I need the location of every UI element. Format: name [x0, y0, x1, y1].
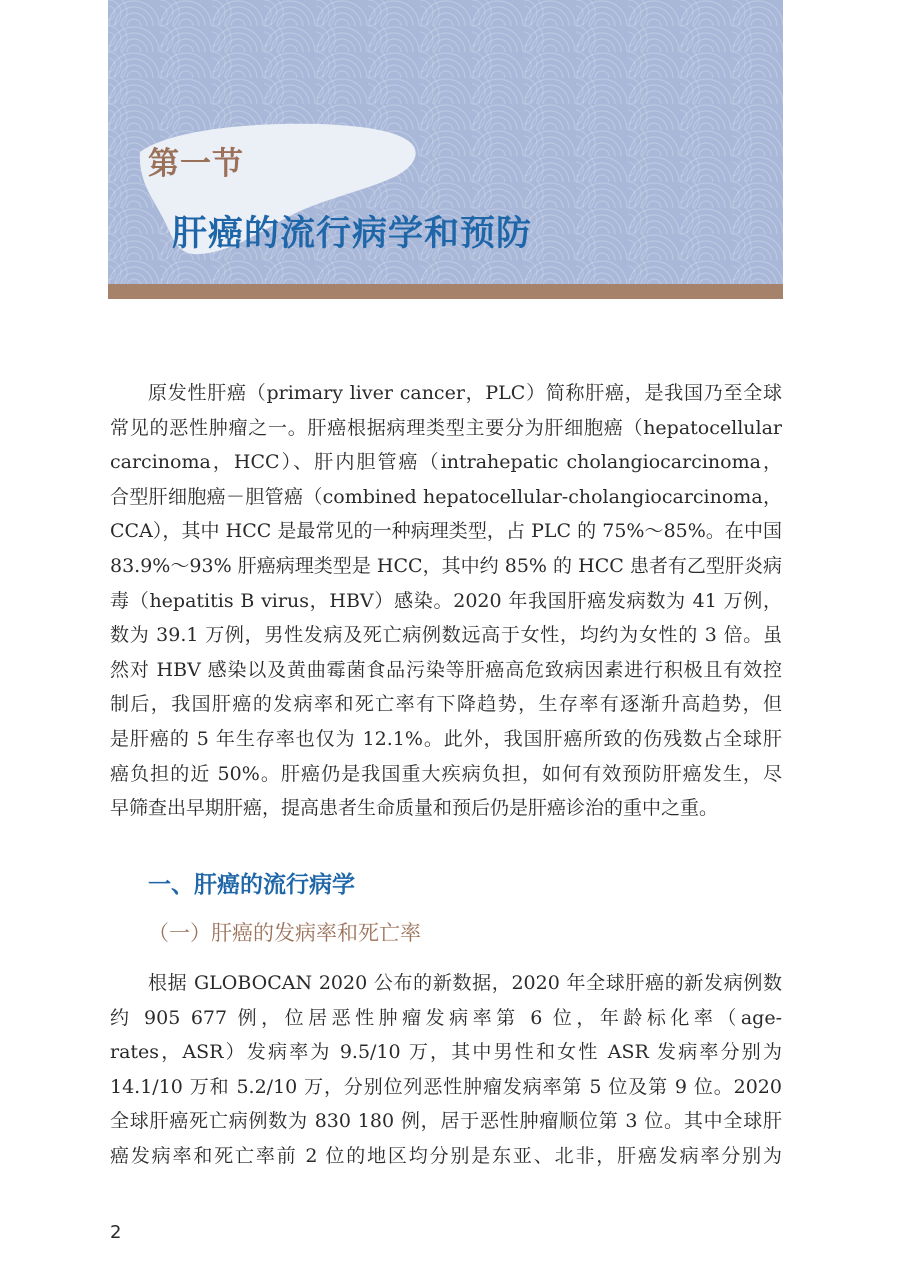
- banner-divider: [108, 284, 783, 299]
- text-line: 83.9%～93% 肝癌病理类型是 HCC，其中约 85% 的 HCC 患者有乙型肝炎病: [110, 554, 782, 577]
- text-line: 约 905 677 例，位居恶性肿瘤发病率第 6 位，年龄标化率（age-: [110, 1006, 782, 1029]
- text-line: 然对 HBV 感染以及黄曲霉菌食品污染等肝癌高危致病因素进行积极且有效控: [110, 658, 782, 681]
- text-line: 毒（hepatitis B virus，HBV）感染。2020 年我国肝癌发病数为 41 万例，: [110, 589, 782, 612]
- heading-epidemiology: 一、肝癌的流行病学: [148, 872, 355, 898]
- intro-paragraph: [110, 376, 782, 826]
- text-line: 原发性肝癌（primary liver cancer，PLC）简称肝癌，是我国乃至全球: [148, 382, 782, 404]
- text-line: 早筛查出早期肝癌，提高患者生命质量和预后仍是肝癌诊治的重中之重。: [110, 797, 719, 820]
- text-line: 全球肝癌死亡病例数为 830 180 例，居于恶性肿瘤顺位第 3 位。其中全球肝: [110, 1110, 782, 1133]
- text-line: 根据 GLOBOCAN 2020 公布的新数据，2020 年全球肝癌的新发病例数: [148, 972, 782, 994]
- text-line: CCA），其中 HCC 是最常见的一种病理类型，占 PLC 的 75%～85%。在中国: [110, 520, 782, 543]
- text-line: 数为 39.1 万例，男性发病及死亡病例数远高于女性，均约为女性的 3 倍。虽: [110, 624, 782, 647]
- text-line: 14.1/10 万和 5.2/10 万，分别位列恶性肿瘤发病率第 5 位及第 9 位。2020: [110, 1075, 782, 1098]
- page-number: 2: [110, 1222, 122, 1243]
- body-paragraph: [110, 966, 782, 1174]
- text-line: 是肝癌的 5 年生存率也仅为 12.1%。此外，我国肝癌所致的伤残数占全球肝: [110, 727, 782, 750]
- section-label: 第一节: [148, 146, 244, 182]
- text-line: 制后，我国肝癌的发病率和死亡率有下降趋势，生存率有逐渐升高趋势，但: [110, 693, 782, 716]
- text-line: rates，ASR）发病率为 9.5/10 万，其中男性和女性 ASR 发病率分别为: [110, 1041, 782, 1064]
- text-line: 常见的恶性肿瘤之一。肝癌根据病理类型主要分为肝细胞癌（hepatocellular: [110, 416, 782, 439]
- text-line: 癌负担的近 50%。肝癌仍是我国重大疾病负担，如何有效预防肝癌发生，尽: [110, 762, 782, 785]
- chapter-banner: [108, 0, 783, 284]
- text-line: 合型肝细胞癌－胆管癌（combined hepatocellular-cholangiocarcinoma，: [110, 485, 782, 508]
- subheading-incidence: （一）肝癌的发病率和死亡率: [148, 921, 421, 945]
- section-title: 肝癌的流行病学和预防: [172, 214, 533, 254]
- text-line: 癌发病率和死亡率前 2 位的地区均分别是东亚、北非，肝癌发病率分别为: [110, 1144, 782, 1167]
- text-line: carcinoma，HCC）、肝内胆管癌（intrahepatic cholangiocarcinoma，: [110, 451, 782, 474]
